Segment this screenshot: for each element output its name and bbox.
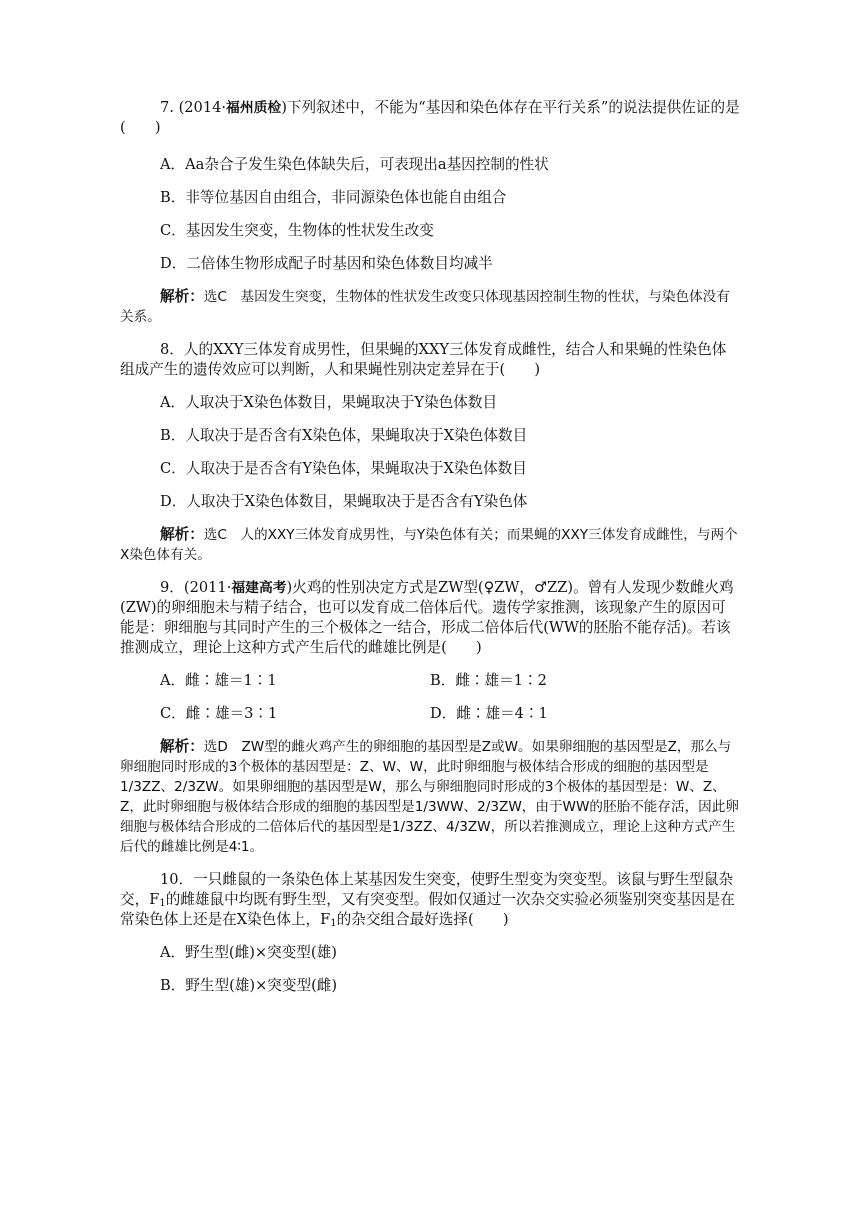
question-9-stem: [120, 578, 740, 658]
analysis-label: 解析：: [160, 288, 204, 305]
q9-option-b: B．雌∶雄＝1∶2: [430, 672, 547, 689]
q8-option-b: B．人取决于是否含有X染色体，果蝇取决于X染色体数目: [160, 427, 528, 444]
q7-analysis: [120, 287, 740, 327]
subscript: 1: [330, 918, 337, 929]
analysis-text: 选D ZW型的雌火鸡产生的卵细胞的基因型是Z或W。如果卵细胞的基因型是Z，那么与卵细胞同时形成的3个极体的基因型是：Z、W、W，此时卵细胞与极体结合形成的细胞的基因型是1/3ZZ、2/3ZW。如果卵细胞的基因型是W，那么与卵细胞同时形成的3个极体的基因型是：W、Z、Z，此时卵细胞与极体结合形成的细胞的基因型是1/3WW、2/3ZW，由于WW的胚胎不能存活，因此卵细胞与极体结合形成的二倍体后代的基因型是1/3ZZ、4/3ZW，所以若推测成立，理论上这种方式产生后代的雌雄比例是4∶1。: [120, 739, 739, 855]
question-7-stem: [120, 98, 740, 138]
question-text-part: 的雌雄鼠中均既有野生型，又有突变型。假如仅通过一次杂交实验必须鉴别突变基因是在常染色体上还是在X染色体上，F: [120, 891, 735, 928]
question-8-stem: 8．人的XXY三体发育成男性，但果蝇的XXY三体发育成雌性，结合人和果蝇的性染色体组成产生的遗传效应可以判断，人和果蝇性别决定差异在于( ): [120, 341, 727, 378]
q9-options-row-2: [120, 704, 740, 724]
analysis-label: 解析：: [160, 738, 204, 755]
q10-option-a: A．野生型(雌)×突变型(雄): [160, 944, 337, 961]
question-text-part: 的杂交组合最好选择( ): [336, 911, 509, 928]
analysis-text: 选C 人的XXY三体发育成男性，与Y染色体有关；而果蝇的XXY三体发育成雌性，与两个X染色体有关。: [120, 527, 738, 563]
q7-option-d: D．二倍体生物形成配子时基因和染色体数目均减半: [160, 255, 493, 272]
question-text: )下列叙述中，不能为“基因和染色体存在平行关系”的说法提供佐证的是( ): [120, 99, 740, 136]
question-source: 福建高考: [231, 580, 287, 596]
question-number: 7. (2014·: [160, 99, 227, 116]
q9-analysis: [120, 737, 740, 857]
q7-option-c: C．基因发生突变，生物体的性状发生改变: [160, 222, 434, 239]
q7-option-b: B．非等位基因自由组合，非同源染色体也能自由组合: [160, 189, 507, 206]
analysis-text: 选C 基因发生突变，生物体的性状发生改变只体现基因控制生物的性状，与染色体没有关系。: [120, 289, 730, 325]
q9-options-row-1: [120, 671, 740, 691]
q7-option-a: A．Aa杂合子发生染色体缺失后，可表现出a基因控制的性状: [160, 156, 549, 173]
q8-option-c: C．人取决于是否含有Y染色体，果蝇取决于X染色体数目: [160, 460, 527, 477]
document-page: [120, 98, 740, 1009]
q10-option-b: B．野生型(雄)×突变型(雌): [160, 977, 338, 994]
q8-option-a: A．人取决于X染色体数目，果蝇取决于Y染色体数目: [160, 394, 498, 411]
q8-analysis: [120, 525, 740, 565]
q9-option-d: D．雌∶雄＝4∶1: [430, 705, 548, 722]
q9-option-a: A．雌∶雄＝1∶1: [160, 672, 277, 689]
question-number: 9．(2011·: [160, 579, 232, 596]
q8-option-d: D．人取决于X染色体数目，果蝇取决于是否含有Y染色体: [160, 493, 528, 510]
question-text: )火鸡的性别决定方式是ZW型(♀ZW，♂ZZ)。曾有人发现少数雌火鸡(ZW)的卵细胞未与精子结合，也可以发育成二倍体后代。遗传学家推测，该现象产生的原因可能是：卵细胞与其同时产生的三个极体之一结合，形成二倍体后代(WW的胚胎不能存活)。若该推测成立，理论上这种方式产生后代的雌雄比例是( ): [120, 579, 734, 656]
question-text-part: 10．一只雌鼠的一条染色体上某基因发生突变，使野生型变为突变型。该鼠与野生型鼠杂交，F: [120, 871, 734, 908]
question-source: 福州质检: [226, 100, 282, 116]
subscript: 1: [159, 898, 166, 909]
q9-option-c: C．雌∶雄＝3∶1: [160, 705, 278, 722]
question-10-stem: [120, 870, 740, 930]
analysis-label: 解析：: [160, 526, 204, 543]
